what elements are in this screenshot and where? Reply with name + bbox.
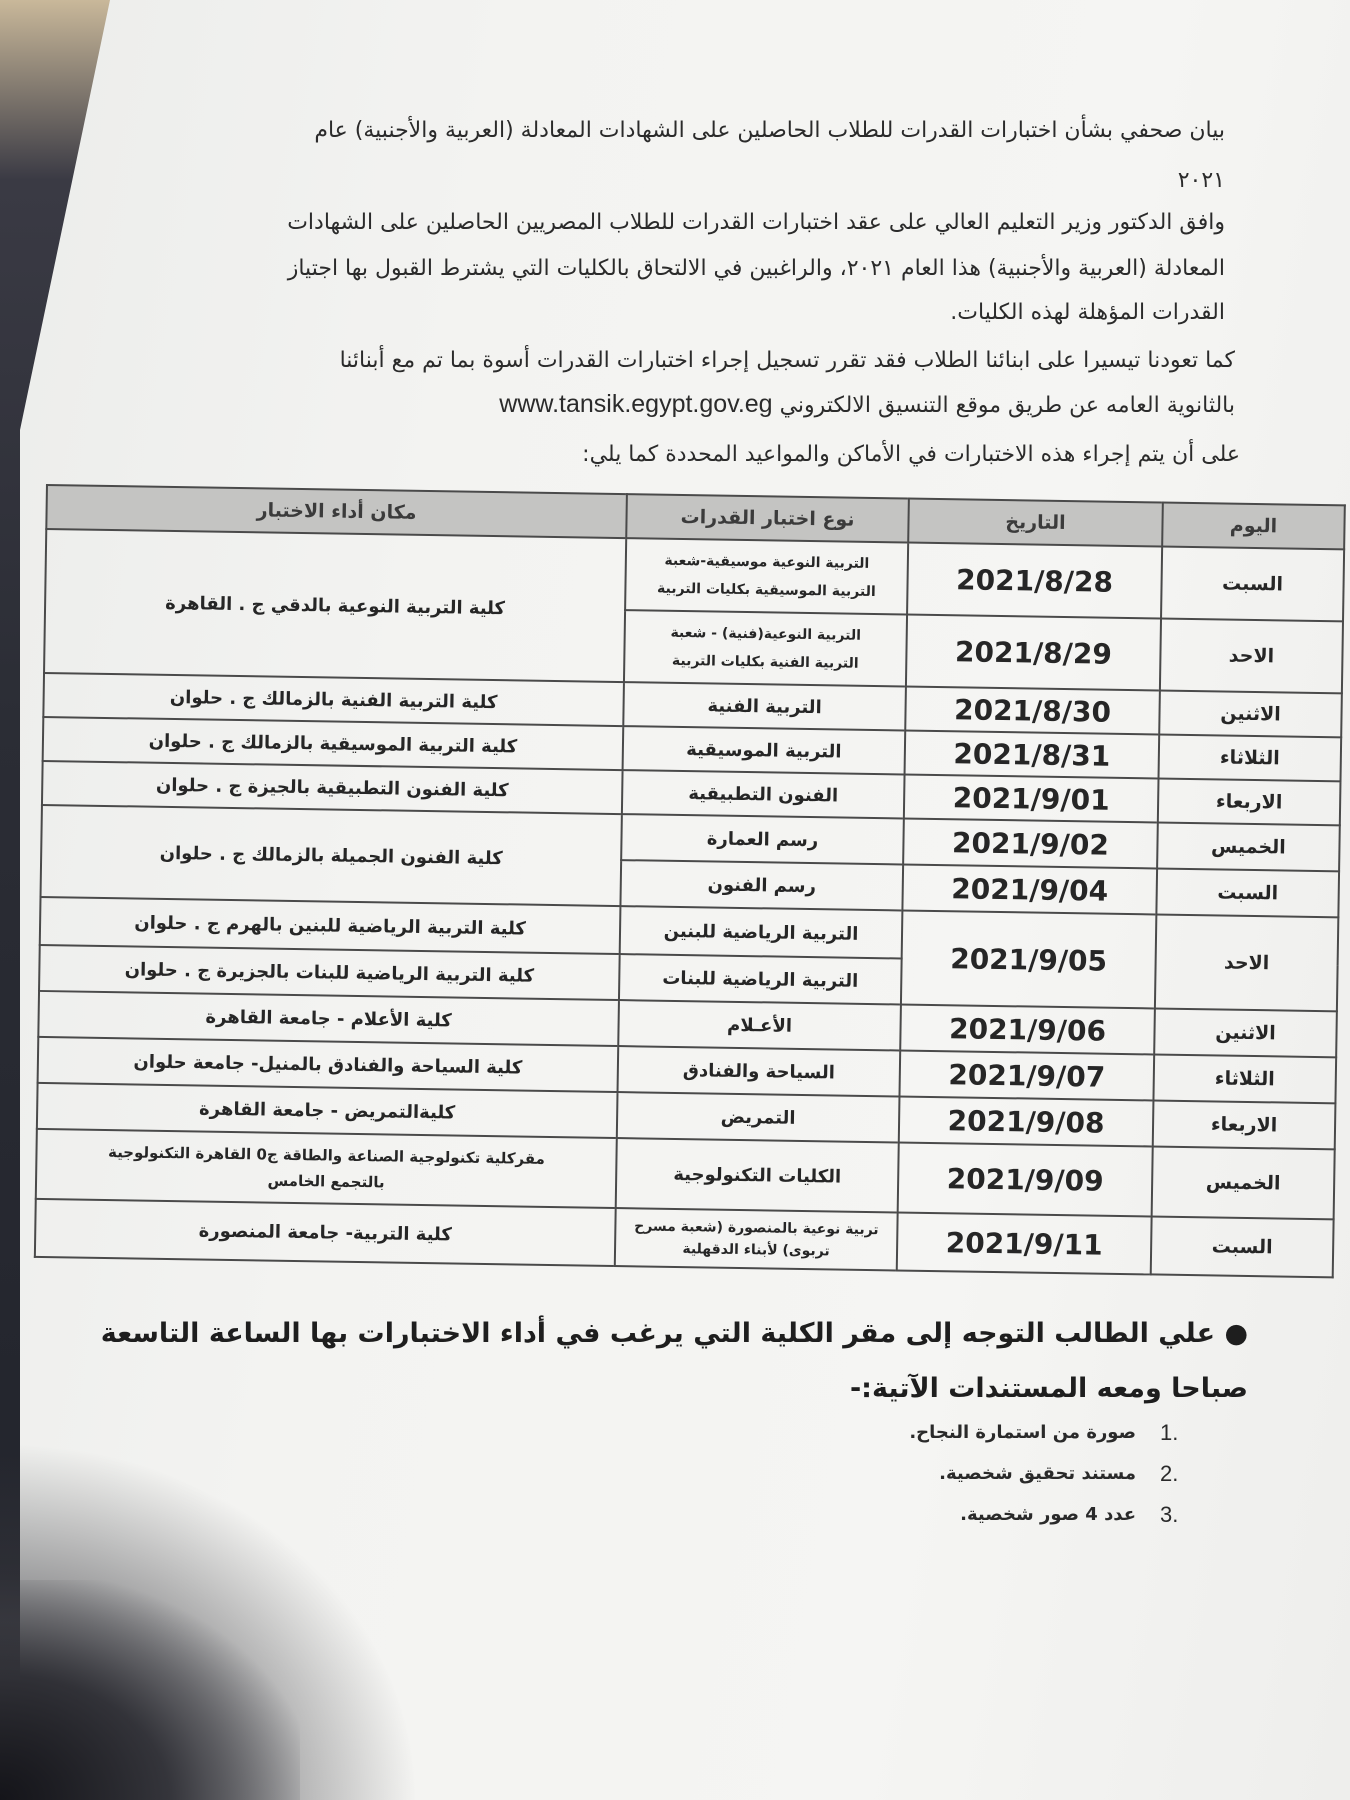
list-number: 1. [1160, 1419, 1179, 1445]
cell-place: كلية الفنون التطبيقية بالجيزة ج . حلوان [42, 761, 623, 814]
cell-date: 2021/9/07 [899, 1050, 1154, 1100]
cell-date: 2021/9/04 [902, 865, 1157, 915]
cell-date: 2021/8/30 [905, 687, 1160, 735]
cell-day: الاثنين [1154, 1008, 1337, 1057]
cell-place [36, 1129, 617, 1208]
cell-date: 2021/9/11 [897, 1212, 1152, 1274]
cell-place: كلية الفنون الجميلة بالزمالك ج . حلوان [41, 805, 622, 906]
cell-place: كلية السياحة والفنادق بالمنيل- جامعة حلوان [38, 1037, 619, 1092]
cell-date: 2021/9/05 [901, 911, 1156, 1009]
cell-day: الثلاثاء [1159, 735, 1342, 782]
instructions-line-2: صباحا ومعه المستندات الآتية:- [849, 1373, 1248, 1404]
paragraph-1-line-1: وافق الدكتور وزير التعليم العالي على عقد اختبارات القدرات للطلاب المصريين الحاصلين على الشهادات [287, 210, 1225, 235]
cell-place-line: بالتجمع الخامس [267, 1171, 385, 1192]
paragraph-2-line-2 [499, 390, 1235, 419]
list-item [909, 1494, 1200, 1535]
list-number: 3. [1160, 1501, 1179, 1527]
cell-type: الأعـلام [618, 1000, 901, 1050]
cell-date: 2021/9/02 [903, 819, 1158, 869]
list-text: صورة من استمارة النجاح. [909, 1422, 1136, 1443]
cell-place: كلية الأعلام - جامعة القاهرة [38, 991, 619, 1046]
cell-type [625, 538, 908, 614]
cell-place: كلية التربية الموسيقية بالزمالك ج . حلوان [43, 717, 624, 770]
cell-day: الخميس [1152, 1146, 1335, 1219]
cell-date: 2021/9/09 [898, 1142, 1153, 1216]
cell-type-line: التربية النوعية(فنية) - شعبة [670, 624, 862, 644]
list-item [909, 1453, 1200, 1494]
list-text: مستند تحقيق شخصية. [939, 1463, 1136, 1484]
cell-type: السياحة والفنادق [618, 1046, 901, 1096]
cell-type: التربية الفنية [623, 682, 906, 730]
cell-type-line: تربية نوعية بالمنصورة (شعبة مسرح [634, 1218, 879, 1239]
cell-type [615, 1208, 898, 1270]
cell-date: 2021/8/28 [907, 543, 1162, 619]
instructions-line-1 [98, 1306, 1248, 1361]
cell-date: 2021/8/29 [906, 615, 1161, 691]
cell-type-line: تربوى) لأبناء الدقهلية [682, 1241, 830, 1260]
schedule-table [34, 484, 1346, 1278]
list-text: عدد 4 صور شخصية. [960, 1504, 1136, 1525]
cell-type-line: التربية الموسيقية بكليات التربية [656, 580, 876, 601]
cell-date: 2021/8/31 [905, 731, 1160, 779]
cell-place: كلية التربية الفنية بالزمالك ج . حلوان [43, 673, 624, 726]
cell-day: الاثنين [1159, 691, 1342, 738]
cell-day: السبت [1156, 868, 1339, 917]
cell-day: الخميس [1157, 823, 1340, 872]
cell-day: الاربعاء [1153, 1100, 1336, 1149]
list-item [909, 1412, 1200, 1453]
instructions-text: علي الطالب التوجه إلى مقر الكلية التي يرغب في أداء الاختبارات بها الساعة التاسعة [100, 1318, 1216, 1349]
paragraph-2-text: بالثانوية العامه عن طريق موقع التنسيق الالكتروني [779, 393, 1235, 418]
cell-type: رسم الفنون [620, 860, 903, 910]
cell-place: كلية التربية- جامعة المنصورة [35, 1199, 616, 1266]
cell-type: الفنون التطبيقية [622, 770, 905, 818]
cell-day: الاحد [1155, 914, 1338, 1011]
paragraph-1-line-3: القدرات المؤهلة لهذه الكليات. [950, 300, 1225, 325]
paragraph-2-line-1: كما تعودنا تيسيرا على ابنائنا الطلاب فقد تقرر تسجيل إجراء اختبارات القدرات أسوة بما تم مع أبنائنا [339, 348, 1235, 373]
cell-place-line: مقركلية تكنولوجية الصناعة والطاقة ج0 القاهرة التكنولوجية [107, 1143, 546, 1168]
cell-day: السبت [1161, 547, 1344, 622]
cell-type [624, 610, 907, 686]
press-release-title: بيان صحفي بشأن اختبارات القدرات للطلاب الحاصلين على الشهادات المعادلة (العربية والأجنبية) عام [314, 118, 1225, 143]
paragraph-1-line-2: المعادلة (العربية والأجنبية) هذا العام ٢٠٢١، والراغبين في الالتحاق بالكليات التي يشترط القبول بها اجتياز [287, 256, 1225, 281]
cell-type: التربية الموسيقية [623, 726, 906, 774]
required-documents-list [909, 1412, 1200, 1535]
cell-place: كلية التربية النوعية بالدقي ج . القاهرة [44, 529, 626, 682]
cell-type-line: التربية الفنية بكليات التربية [671, 652, 859, 672]
header-day: اليوم [1162, 503, 1345, 550]
cell-type: رسم العمارة [621, 814, 904, 864]
cell-date: 2021/9/06 [900, 1004, 1155, 1054]
cell-type: التربية الرياضية للبنين [620, 906, 903, 958]
cell-type: الكليات التكنولوجية [616, 1138, 899, 1212]
cell-place: كليةالتمريض - جامعة القاهرة [37, 1083, 618, 1138]
list-number: 2. [1160, 1460, 1179, 1486]
cell-type: التمريض [617, 1092, 900, 1142]
paragraph-3: على أن يتم إجراء هذه الاختبارات في الأماكن والمواعيد المحددة كما يلي: [582, 442, 1240, 467]
cell-place: كلية التربية الرياضية للبنين بالهرم ج . حلوان [40, 897, 621, 954]
cell-day: الاحد [1160, 619, 1343, 694]
cell-date: 2021/9/08 [899, 1096, 1154, 1146]
cell-type: التربية الرياضية للبنات [619, 954, 902, 1004]
instructions-paragraph [98, 1306, 1248, 1416]
press-release-year: ٢٠٢١ [1177, 168, 1225, 193]
cell-day: الاربعاء [1158, 779, 1341, 826]
cell-day: الثلاثاء [1153, 1054, 1336, 1103]
cell-type-line: التربية النوعية موسيقية-شعبة [664, 552, 870, 572]
background-fabric [0, 1580, 300, 1800]
tansik-url-link[interactable]: www.tansik.egypt.gov.eg [499, 390, 773, 418]
header-type: نوع اختبار القدرات [626, 494, 909, 542]
cell-date: 2021/9/01 [904, 775, 1159, 823]
bullet-icon: ● [1224, 1318, 1248, 1349]
header-date: التاريخ [908, 499, 1163, 547]
cell-place: كلية التربية الرياضية للبنات بالجزيرة ج . حلوان [39, 945, 620, 1000]
cell-day: السبت [1151, 1216, 1334, 1277]
header-place: مكان أداء الاختبار [46, 485, 627, 538]
